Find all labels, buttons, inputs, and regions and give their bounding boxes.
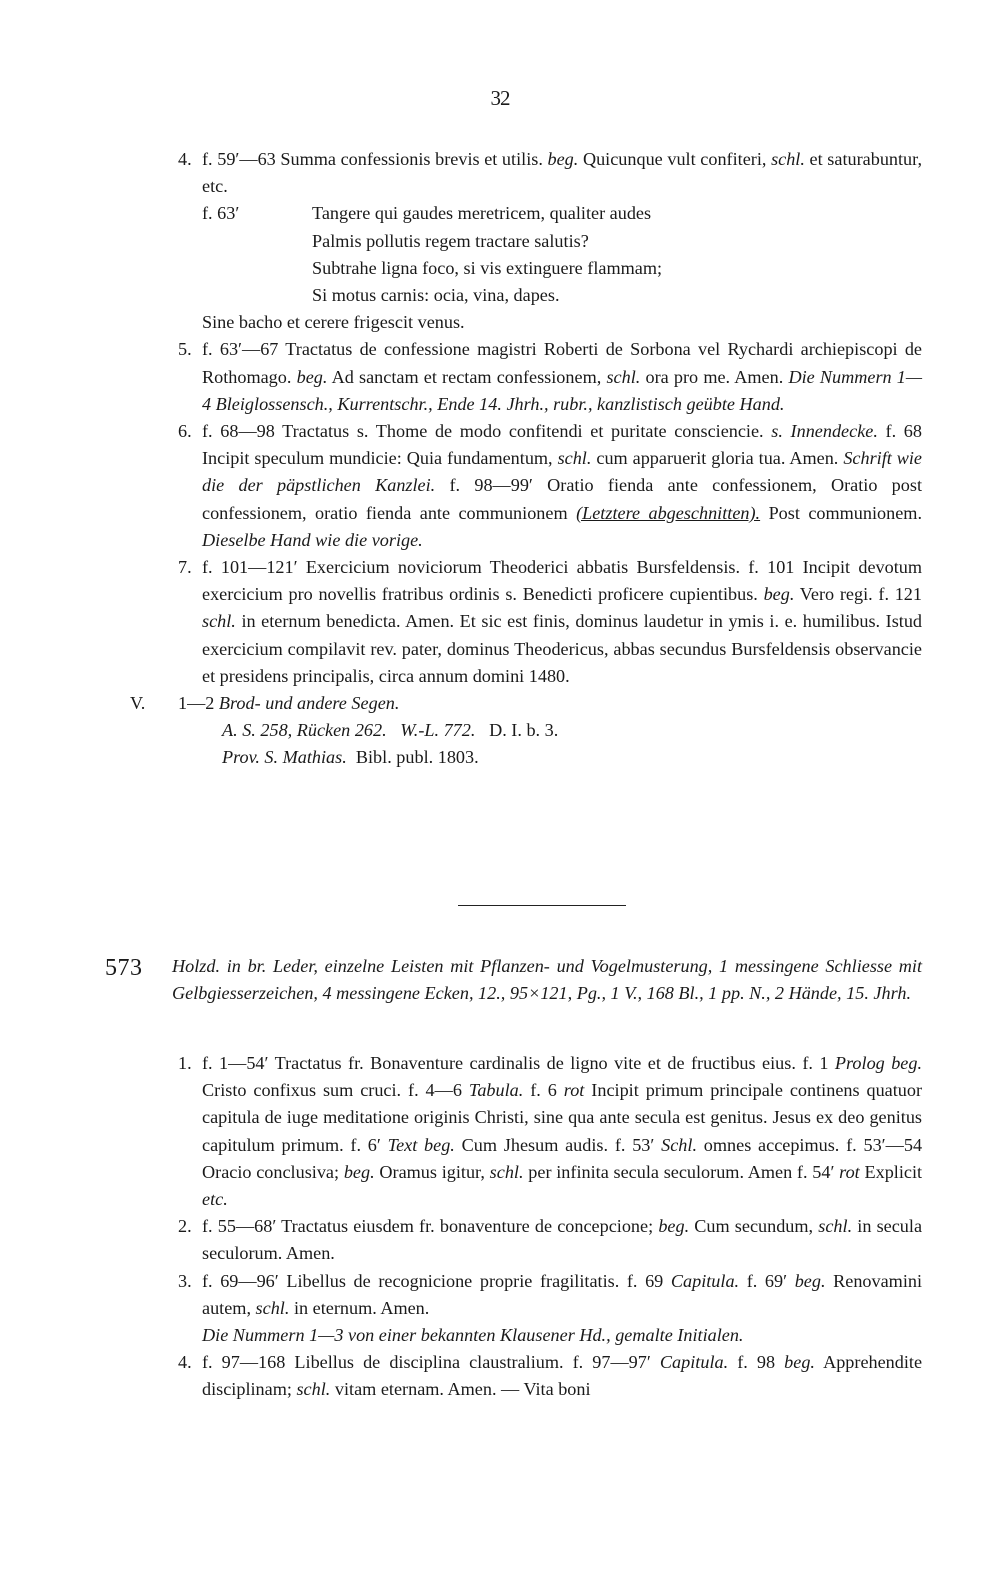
verse-block (202, 200, 922, 336)
entry-text: Cum Jhesum audis. f. 53′ (461, 1134, 655, 1155)
entry-number: V. (130, 693, 146, 714)
schl-label: Schl. (661, 1134, 698, 1155)
entry-number: 7. (178, 557, 192, 578)
entry-number: 5. (178, 339, 192, 360)
location-note: s. Innendecke. (771, 421, 878, 442)
schl-label: schl. (771, 149, 805, 169)
entry-text: Vero regi. f. 121 (799, 584, 922, 605)
schl-label: schl. (818, 1216, 853, 1237)
entry-text: f. 6 (530, 1080, 557, 1101)
verse-line: Subtrahe ligna foco, si vis extinguere flammam; (312, 257, 663, 278)
entry-text: Explicit (864, 1161, 923, 1182)
capitula-label: Capitula. (670, 1270, 740, 1291)
beg-label: beg. (763, 584, 795, 605)
schl-label: schl. (202, 611, 236, 632)
entry-number: 6. (178, 421, 192, 442)
beg-label: beg. (343, 1161, 375, 1182)
schl-label: schl. (557, 448, 592, 469)
entry-3 (178, 1268, 922, 1350)
beg-label: beg. (784, 1352, 815, 1373)
verse-line: Si motus carnis: ocia, vina, dapes. (312, 285, 560, 306)
library-note: Bibl. publ. 1803. (355, 747, 479, 768)
entry-text: f. 101—121′ Exercicium noviciorum Theoderici abbatis Bursfeldensis. f. 101 Incipit devotum exercicium pro novellis fratribus ordinis s. Benedicti proficere cupientibus. (202, 557, 922, 605)
rubric-label: rot (839, 1161, 860, 1182)
entry-text: Incipit primum principale continens quatuor capitula de iuge meditatione originis Christi, sine qua ante secula est genitus. Jesus ex deo genitus capitulum primum. f. 6′ (202, 1080, 923, 1155)
entry-2 (178, 1213, 922, 1267)
entry-number: 1. (178, 1053, 192, 1073)
entry-text: f. 68 Incipit speculum mundicie: Quia fundamentum, (202, 421, 922, 469)
section-divider (458, 905, 626, 906)
beg-label: beg. (547, 149, 579, 169)
entry-text: f. 97—168 Libellus de disciplina claustralium. f. 97—97′ (202, 1352, 651, 1373)
entry-number: 2. (178, 1216, 192, 1237)
entry-number: 3. (178, 1270, 192, 1291)
entry-4 (178, 1349, 922, 1403)
entry-text: Cristo confixus sum cruci. f. 4—6 (202, 1080, 462, 1101)
entry-text: f. 1—54′ Tractatus fr. Bonaventure cardinalis de ligno vite et de fructibus eius. f. 1 (202, 1053, 829, 1073)
etc-label: etc. (202, 1189, 228, 1210)
entry-1 (178, 1050, 922, 1213)
entry-7 (178, 554, 922, 690)
verse-line: Palmis pollutis regem tractare salutis? (312, 230, 589, 251)
palaeographic-note: (Letztere abgeschnitten). (576, 502, 761, 523)
entry-text: in eternum benedicta. Amen. Et sic est finis, dominus laudetur in ymis i. e. humilibus. Istud exercicium compilavit rev. pater, dominus Theodericus, abbas secundus Bursfeldensis observancie et presidens principalis, circa annum domini 1480. (202, 611, 923, 686)
incipit-text: Renovamini autem, (202, 1270, 923, 1318)
palaeographic-note (202, 1322, 922, 1349)
entry-text: Post communionem. (768, 502, 923, 523)
explicit-text: in eternum. Amen. (293, 1297, 430, 1318)
provenance: Prov. S. Mathias. (222, 747, 347, 768)
rubric-label: rot (563, 1080, 585, 1101)
palaeographic-note: Die Nummern 1—4 Bleiglossensch., Kurrentschr., Ende 14. Jhrh., rubr., kanzlistisch geübte Hand. (202, 366, 923, 414)
explicit-text: in secula seculorum. Amen. (202, 1216, 923, 1264)
provenance-line (178, 744, 922, 771)
palaeographic-note: Schrift wie die der päpstlichen Kanzlei. (202, 448, 923, 496)
signature: D. I. b. 3. (489, 720, 559, 741)
palaeographic-note-text: Die Nummern 1—3 von einer bekannten Klausener Hd., gemalte Initialen. (202, 1325, 744, 1346)
entry-number: 4. (178, 149, 192, 169)
entry-text: f. 63′—67 Tractatus de confessione magistri Roberti de Sorbona vel Rychardi archiepiscopi de Rothomago. (202, 339, 922, 387)
entry-6 (178, 418, 922, 554)
verse-line: Tangere qui gaudes meretricem, qualiter audes (312, 203, 652, 224)
catalog-573-entries (178, 1050, 922, 1404)
schl-label: schl. (296, 1379, 331, 1400)
manuscript-description: Holzd. in br. Leder, einzelne Leisten mit Pflanzen- und Vogelmusterung, 1 messingene Schliesse mit Gelbgiesserzeichen, 4 messingene Ecken, 12., 95×121, Pg., 1 V., 168 Bl., 1 pp. N., 2 Hände, 15. Jhrh. (172, 956, 922, 1004)
reference-line (178, 717, 922, 744)
entry-text: f. 98 (737, 1352, 776, 1373)
palaeographic-note: Dieselbe Hand wie die vorige. (202, 529, 423, 550)
incipit-text: Quicunque vult confiteri, (582, 149, 767, 169)
entry-text: per infinita secula seculorum. Amen f. 54′ (528, 1161, 835, 1182)
schl-label: schl. (606, 366, 641, 387)
explicit-text: et saturabuntur, etc. (202, 149, 923, 197)
old-shelfmark: A. S. 258, Rücken 262. (222, 720, 387, 741)
beg-label: beg. (658, 1216, 690, 1237)
prolog-label: Prolog beg. (834, 1053, 922, 1073)
entry-text: f. 59′—63 Summa confessionis brevis et utilis. (202, 149, 543, 169)
content-note: Brod- und andere Segen. (218, 693, 400, 714)
entry-text: Oramus igitur, (379, 1161, 485, 1182)
entry-4 (178, 146, 922, 336)
entry-text: f. 69′ (746, 1270, 788, 1291)
entry-text: f. 69—96′ Libellus de recognicione proprie fragilitatis. f. 69 (202, 1270, 664, 1291)
verse-line: Sine bacho et cerere frigescit venus. (202, 312, 465, 333)
explicit-text: cum apparuerit gloria tua. Amen. (596, 448, 839, 469)
entry-text: 1—2 (178, 693, 215, 714)
wl-reference: W.-L. 772. (400, 720, 476, 741)
entry-v (130, 690, 922, 717)
entry-text: omnes accepimus. f. 53′—54 Oracio conclusiva; (202, 1134, 923, 1182)
text-beg-label: Text beg. (387, 1134, 455, 1155)
beg-label: beg. (296, 366, 328, 387)
catalog-number: 573 (105, 955, 143, 981)
tabula-label: Tabula. (468, 1080, 524, 1101)
capitula-label: Capitula. (659, 1352, 729, 1373)
explicit-text: ora pro me. Amen. (645, 366, 784, 387)
entry-5 (178, 336, 922, 418)
incipit-text: Cum secundum, (694, 1216, 814, 1237)
entry-text: f. 98—99′ Oratio fienda ante confessionem, Oratio post confessionem, oratio fienda ante communionem (202, 475, 923, 523)
upper-entries (130, 146, 923, 772)
incipit-text: Apprehendite disciplinam; (202, 1352, 923, 1400)
page-number: 32 (490, 86, 510, 110)
schl-label: schl. (489, 1161, 524, 1182)
entry-text: f. 55—68′ Tractatus eiusdem fr. bonaventure de concepcione; (202, 1216, 654, 1237)
entry-text: vitam eternam. Amen. — Vita boni (334, 1379, 591, 1400)
schl-label: schl. (255, 1297, 290, 1318)
incipit-text: Ad sanctam et rectam confessionem, (331, 366, 602, 387)
verse-ref: f. 63′ (202, 203, 240, 224)
entry-number: 4. (178, 1352, 192, 1373)
entry-text: f. 68—98 Tractatus s. Thome de modo confitendi et puritate consciencie. (202, 421, 764, 442)
beg-label: beg. (794, 1270, 826, 1291)
